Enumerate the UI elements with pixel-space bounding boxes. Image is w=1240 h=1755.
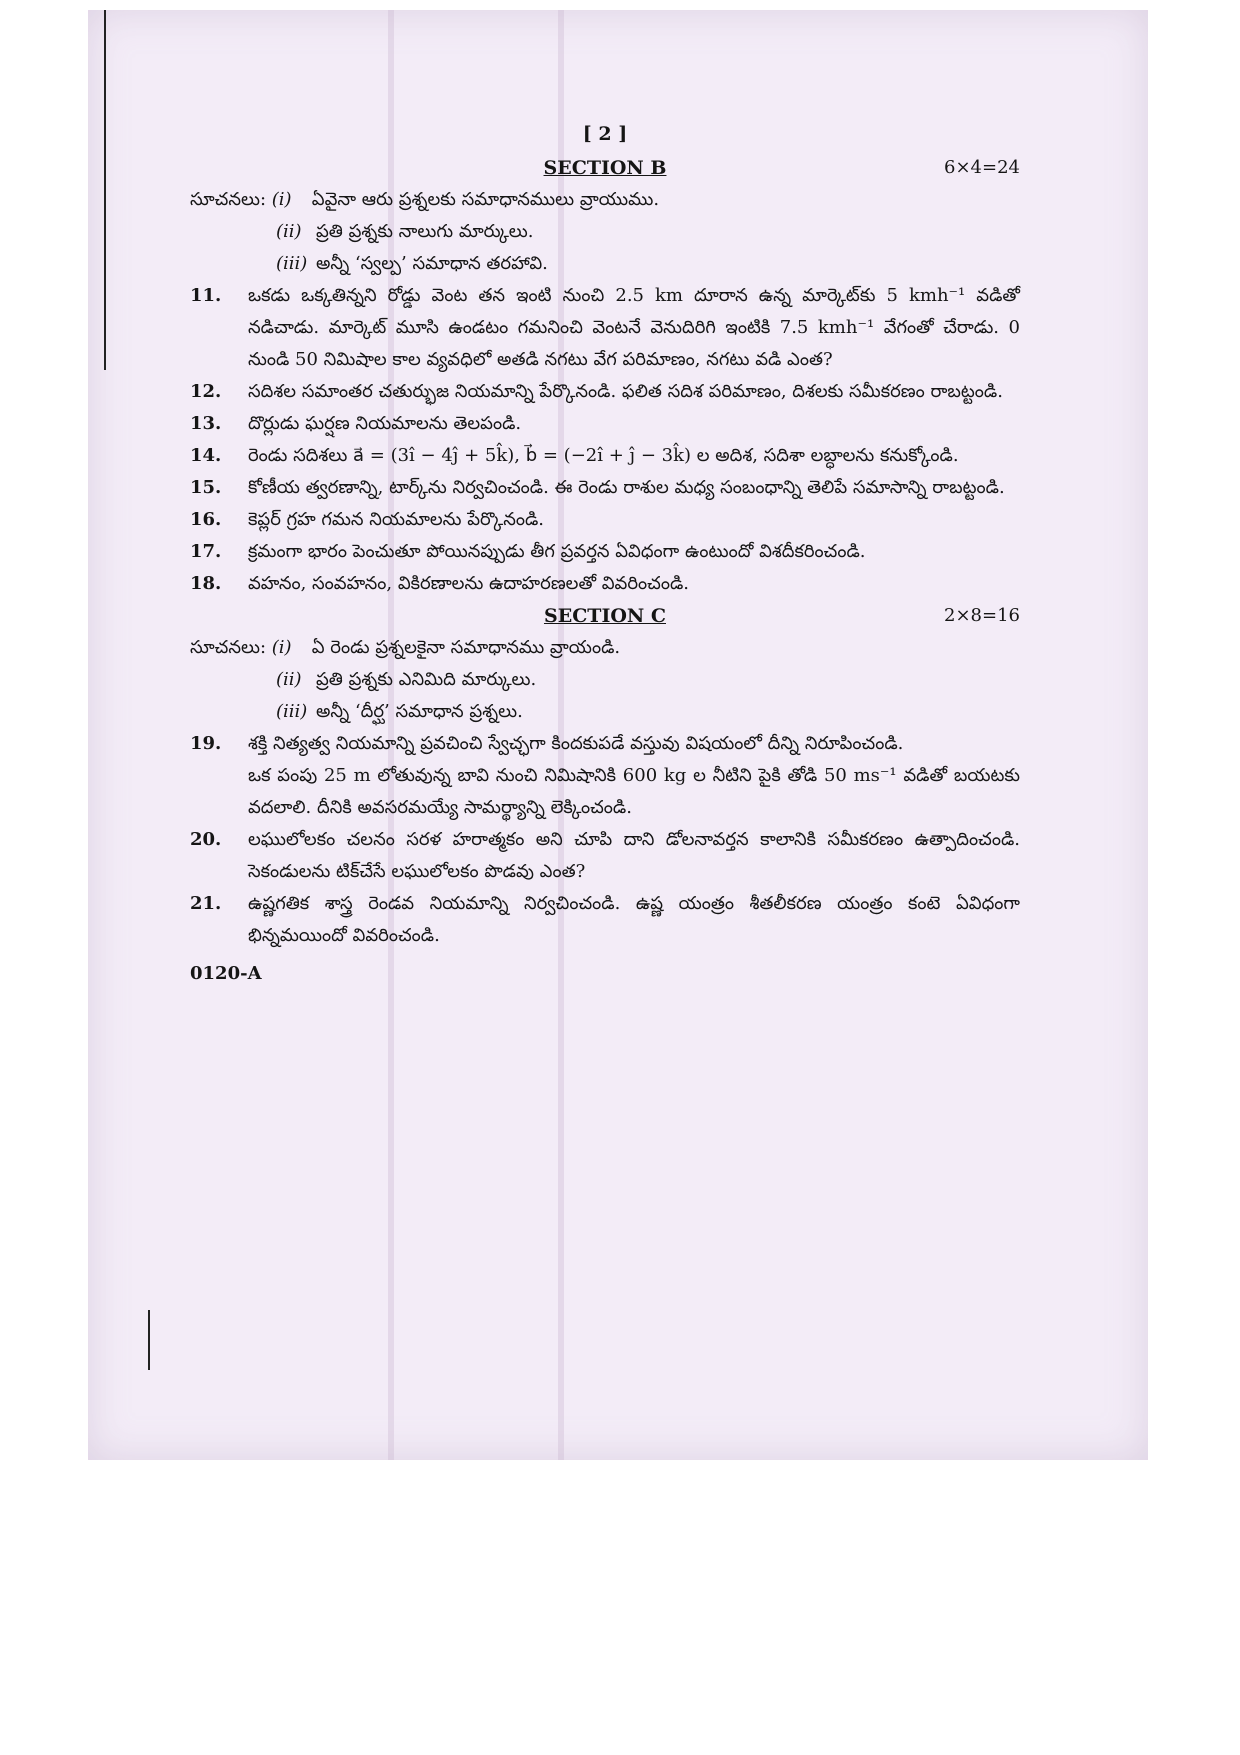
section-b-instruction-3: (iii) అన్నీ ‘స్వల్ప’ సమాధాన తరహావి. — [276, 253, 548, 274]
question-13: 13. దొర్లుడు ఘర్షణ నియమాలను తెలపండి. — [190, 413, 522, 434]
question-11: 11. ఒకడు ఒక్కతిన్నని రోడ్డు వెంట తన ఇంటి నుంచి 2.5 km దూరాన ఉన్న మార్కెట్‌కు 5 kmh⁻¹ వడితో నడిచాడు. మార్కెట్ మూసి ఉండటం గమనించి వెంటనే వెనుదిరిగి ఇంటికి 7.5 kmh⁻¹ వేగంతో చేరాడు. 0 నుండి 50 నిమిషాల కాల వ్యవధిలో అతడి నగటు వేగ పరిమాణం, నగటు వడి ఎంత? — [190, 285, 1020, 370]
section-c-marks: 2×8=16 — [944, 605, 1020, 626]
section-c-title: SECTION C — [543, 605, 666, 627]
section-c-instruction-1: సూచనలు: (i) ఏ రెండు ప్రశ్నలకైనా సమాధానము వ్రాయండి. — [190, 632, 1020, 664]
question-21: 21. ఉష్ణగతిక శాస్త్ర రెండవ నియమాన్ని నిర్వచించండి. ఉష్ణ యంత్రం శీతలీకరణ యంత్రం కంటె ఏవిధంగా భిన్నమయిందో వివరించండి. — [190, 893, 1020, 946]
section-b-instruction-1: సూచనలు: (i) ఏవైనా ఆరు ప్రశ్నలకు సమాధానములు వ్రాయుము. — [190, 184, 1020, 216]
edge-mark — [148, 1310, 150, 1370]
section-c-instruction-3: (iii) అన్నీ ‘దీర్ఘ’ సమాధాన ప్రశ్నలు. — [276, 701, 523, 722]
question-20: 20. లఘులోలకం చలనం సరళ హరాత్మకం అని చూపి దాని డోలనావర్తన కాలానికి సమీకరణం ఉత్పాదించండి. సెకండులను టిక్‌చేసే లఘులోలకం పొడవు ఎంత? — [190, 829, 1020, 882]
question-17: 17. క్రమంగా భారం పెంచుతూ పోయినప్పుడు తీగ ప్రవర్తన ఏవిధంగా ఉంటుందో విశదీకరించండి. — [190, 541, 866, 562]
question-19: 19. శక్తి నిత్యత్వ నియమాన్ని ప్రవచించి స్వేచ్ఛగా కిందకుపడే వస్తువు విషయంలో దీన్ని నిరూపించండి. — [190, 733, 904, 754]
instructions-label: సూచనలు: — [190, 637, 267, 658]
section-c-header — [190, 600, 1020, 632]
question-12: 12. సదిశల సమాంతర చతుర్భుజ నియమాన్ని పేర్కొనండి. ఫలిత సదిశ పరిమాణం, దిశలకు సమీకరణం రాబట్టండి. — [190, 381, 1003, 402]
paper-code: 0120-A — [190, 963, 262, 984]
section-b-title: SECTION B — [543, 157, 667, 179]
section-b-instruction-2: (ii) ప్రతి ప్రశ్నకు నాలుగు మార్కులు. — [276, 221, 534, 242]
section-c-instruction-2: (ii) ప్రతి ప్రశ్నకు ఎనిమిది మార్కులు. — [276, 669, 537, 690]
question-15: 15. కోణీయ త్వరణాన్ని, టార్క్‌ను నిర్వచించండి. ఈ రెండు రాశుల మధ్య సంబంధాన్ని తెలిపే సమాసాన్ని రాబట్టండి. — [190, 477, 1005, 498]
section-b-header — [190, 152, 1020, 184]
section-b-marks: 6×4=24 — [944, 157, 1020, 178]
edge-mark — [104, 10, 106, 370]
question-16: 16. కెప్లర్ గ్రహ గమన నియమాలను పేర్కొనండి. — [190, 509, 544, 530]
question-19-part-b: ఒక పంపు 25 m లోతువున్న బావి నుంచి నిమిషానికి 600 kg ల నీటిని పైకి తోడి 50 ms⁻¹ వడితో బయటకు వదలాలి. దీనికి అవసరమయ్యే సామర్థ్యాన్ని లెక్కించండి. — [248, 765, 1020, 818]
exam-page — [190, 118, 1020, 990]
question-18: 18. వహనం, సంవహనం, వికిరణాలను ఉదాహరణలతో వివరించండి. — [190, 573, 689, 594]
instructions-label: సూచనలు: — [190, 189, 267, 210]
question-14: 14. రెండు సదిశలు a⃗ = (3î − 4ĵ + 5k̂), b⃗ = (−2î + ĵ − 3k̂) ల అదిశ, సదిశా లబ్ధాలను కనుక్కోండి. — [190, 445, 959, 466]
page-number: [ 2 ] — [582, 123, 628, 145]
